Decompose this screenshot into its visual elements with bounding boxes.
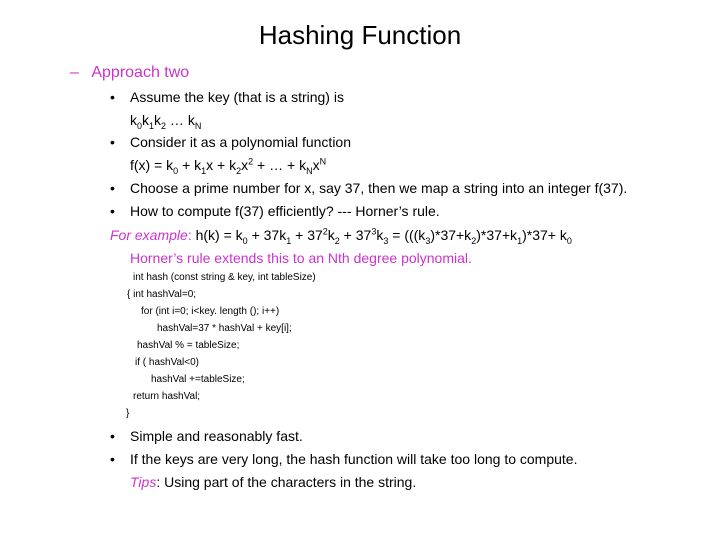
- bullet-assume: [110, 89, 344, 105]
- bullet-polynomial: [110, 134, 351, 150]
- bullet-text: Simple and reasonably fast.: [130, 428, 303, 444]
- dash-glyph: –: [70, 64, 79, 81]
- tips-line: [130, 474, 416, 490]
- example-label: For example: [110, 227, 188, 243]
- code-line-8: return hashVal;: [133, 391, 201, 402]
- bullet-text: How to compute f(37) efficiently? --- Horner’s rule.: [130, 203, 440, 219]
- code-line-3: for (int i=0; i<key. length (); i++): [141, 306, 280, 317]
- bullet-icon: •: [110, 89, 115, 105]
- bullet-icon: •: [110, 451, 115, 467]
- code-line-7: hashVal +=tableSize;: [151, 374, 245, 385]
- slide-title: Hashing Function: [258, 20, 462, 50]
- bullet-icon: •: [110, 134, 115, 150]
- bullet-text: Consider it as a polynomial function: [130, 134, 352, 150]
- bullet-simple: [110, 428, 303, 444]
- polynomial-formula: $f(x) = k_0 + k_1x + k_2x^2$ + … + $k_Nx^N$: [130, 156, 327, 176]
- code-line-1: int hash (const string & key, int tableSize): [133, 272, 316, 283]
- code-line-6: if ( hashVal<0): [135, 357, 200, 368]
- code-line-9: }: [126, 408, 130, 419]
- code-line-4: hashVal=37 * hashVal + key[i];: [157, 323, 292, 334]
- example-line: For example: $h(k) = k_0 + 37k_1 + 37^2k_2 + 37^3k_3 = (((k_3)*37+k_2)*37+k_1)*37+ k_0$: [110, 226, 572, 246]
- horner-note: Horner’s rule extends this to an Nth degree polynomial.: [130, 250, 472, 266]
- bullet-prime: [110, 180, 627, 196]
- tips-text: : Using part of the characters in the string.: [156, 474, 417, 490]
- bullet-long-keys: [110, 451, 577, 467]
- approach-label: Approach two: [91, 64, 190, 81]
- code-line-2: { int hashVal=0;: [127, 289, 197, 300]
- bullet-icon: •: [110, 203, 115, 219]
- bullet-text: If the keys are very long, the hash function will take too long to compute.: [130, 451, 578, 467]
- bullet-text: Choose a prime number for x, say 37, then we map a string into an integer f(37).: [130, 180, 628, 196]
- code-line-5: hashVal % = tableSize;: [137, 340, 240, 351]
- bullet-icon: •: [110, 428, 115, 444]
- key-sequence: $k_0k_1k_2$ … $k_N$: [130, 112, 202, 131]
- bullet-text: Assume the key (that is a string) is: [130, 89, 344, 105]
- bullet-icon: •: [110, 180, 115, 196]
- level1-heading: [70, 64, 189, 82]
- bullet-horner: [110, 203, 440, 219]
- tips-label: Tips: [130, 474, 157, 490]
